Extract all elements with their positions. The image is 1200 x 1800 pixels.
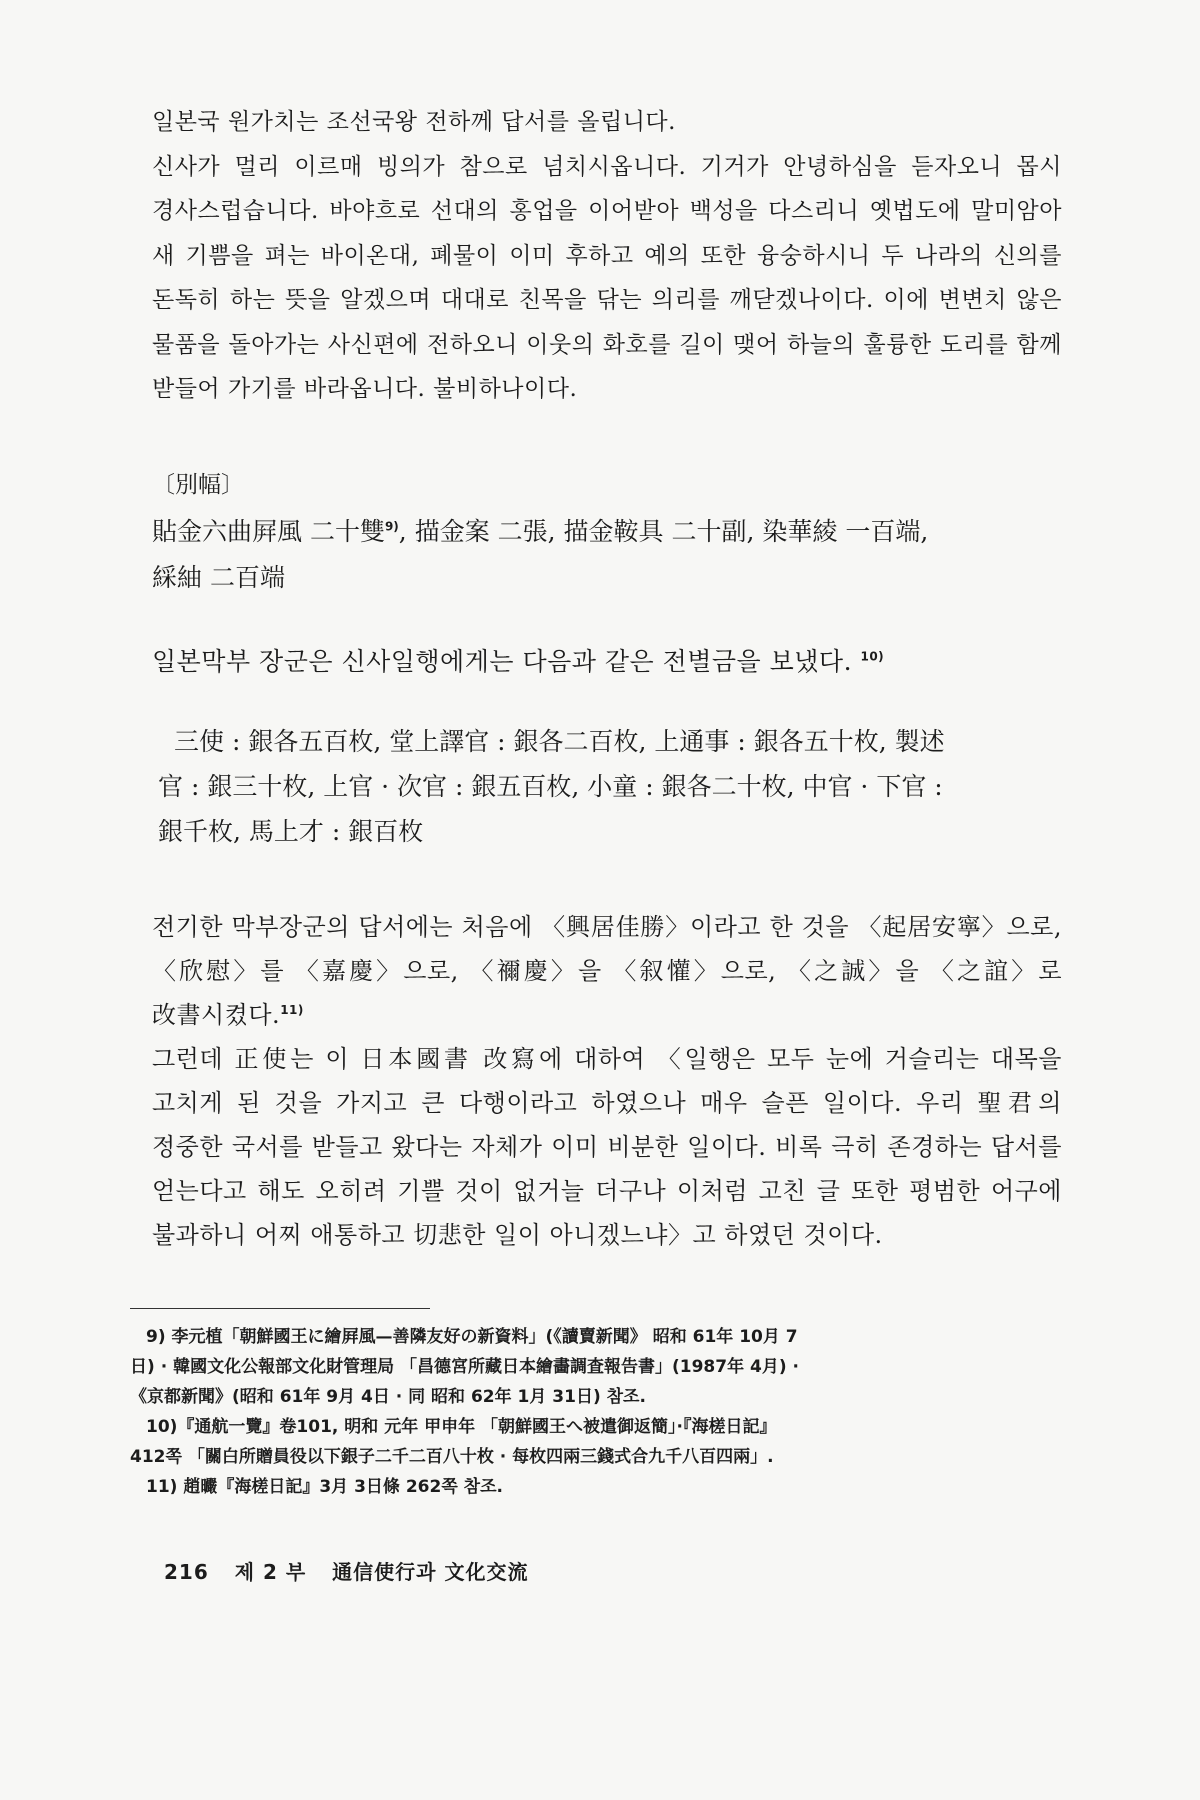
footnote-10: [130, 1412, 1060, 1472]
revision-paragraph-1: [152, 905, 1062, 1037]
attachment-items-rest: , 描金案 二張, 描金鞍具 二十副, 染華綾 一百端,: [398, 517, 929, 546]
part-label: 제 2 부: [234, 1560, 307, 1584]
footnote-9-line2: 日) · 韓國文化公報部文化財管理局 「昌德宮所藏日本繪畵調査報告書」(1987年 4月) ·: [130, 1357, 799, 1377]
attachment-items-line2: 綵紬 二百端: [152, 563, 285, 592]
footnote-9-line3: 《京都新聞》(昭和 61年 9月 4日 · 同 昭和 62年 1月 31日) 참조.: [130, 1387, 646, 1407]
attachment-title: 〔別幅〕: [152, 472, 244, 498]
footnote-11: 11) 趙曮『海槎日記』3月 3日條 262쪽 참조.: [146, 1477, 503, 1497]
farewell-list-line2: 官 : 銀三十枚, 上官 · 次官 : 銀五百枚, 小童 : 銀各二十枚, 中官 · 下官 :: [158, 771, 943, 801]
revision-text: 전기한 막부장군의 답서에는 처음에 〈興居佳勝〉이라고 한 것을 〈起居安寧〉으로, 〈欣慰〉를 〈嘉慶〉으로, 〈禰慶〉을 〈叙懽〉으로, 〈之誠〉을 〈之誼〉로 改書시켰다.: [152, 913, 1062, 1029]
farewell-list: [152, 719, 1062, 854]
farewell-intro-text: 일본막부 장군은 신사일행에게는 다음과 같은 전별금을 보냈다.: [152, 647, 853, 676]
revision-paragraph-2: 그런데 正使는 이 日本國書 改寫에 대하여 〈일행은 모두 눈에 거슬리는 대목을 고치게 된 것을 가지고 큰 다행이라고 하였으나 매우 슬픈 일이다. 우리 聖君의 정중한 국서를 받들고 왔다는 자체가 이미 비분한 일이다. 비록 극히 존경하는 답서를 얻는다고 해도 오히려 기쁠 것이 없거늘 더구나 이처럼 고친 글 또한 평범한 어구에 불과하니 어찌 애통하고 切悲한 일이 아니겠느냐〉고 하였던 것이다.: [152, 1045, 1062, 1249]
footnote-ref-11: 11): [280, 1003, 304, 1017]
page-footer: [164, 1556, 546, 1585]
attachment-items-line1: [152, 505, 1062, 559]
farewell-list-line1: 三使 : 銀各五百枚, 堂上譯官 : 銀各二百枚, 上通事 : 銀各五十枚, 製述: [174, 726, 945, 756]
letter-body: 신사가 멀리 이르매 빙의가 참으로 넘치시옵니다. 기거가 안녕하심을 듣자오니 몹시 경사스럽습니다. 바야흐로 선대의 홍업을 이어받아 백성을 다스리니 옛법도에 말미암아 새 기쁨을 펴는 바이온대, 폐물이 이미 후하고 예의 또한 융숭하시니 두 나라의 신의를 돈독히 하는 뜻을 알겠으며 대대로 친목을 닦는 의리를 깨닫겠나이다. 이에 변변치 않은 물품을 돌아가는 사신편에 전하오니 이웃의 화호를 길이 맺어 하늘의 훌륭한 도리를 함께 받들어 가기를 바라옵니다. 불비하나이다.: [152, 153, 1062, 402]
letter-block: [152, 100, 1062, 412]
footnote-ref-10: 10): [860, 649, 885, 664]
letter-opening-line: 일본국 원가치는 조선국왕 전하께 답서를 올립니다.: [152, 109, 676, 135]
footnote-divider: [130, 1308, 430, 1309]
section-title: 通信使行과 文化交流: [332, 1560, 529, 1584]
farewell-list-line3: 銀千枚, 馬上才 : 銀百枚: [158, 816, 424, 846]
footnote-10-line1: 10)『通航一覽』卷101, 明和 元年 甲申年 「朝鮮國王へ被遣御返簡」·『海槎日記』: [146, 1417, 777, 1437]
page-number: 216: [164, 1560, 209, 1584]
farewell-intro: [152, 640, 1062, 685]
attachment-item-screens: 貼金六曲屛風 二十雙: [152, 517, 385, 546]
footnotes: [130, 1322, 1060, 1502]
attachment-block: [152, 466, 1062, 605]
footnote-9: [130, 1322, 1060, 1412]
footnote-10-line2: 412쪽 「關白所贈員役以下銀子二千二百八十枚 · 每枚四兩三錢式合九千八百四兩」.: [130, 1447, 774, 1467]
revision-block: [152, 905, 1062, 1257]
farewell-gift-block: [152, 640, 1062, 854]
footnote-ref-9: 9): [384, 519, 399, 534]
footnote-9-line1: 9) 李元植「朝鮮國王に繪屛風—善隣友好の新資料」(《讀賣新聞》 昭和 61年 10月 7: [146, 1327, 798, 1347]
